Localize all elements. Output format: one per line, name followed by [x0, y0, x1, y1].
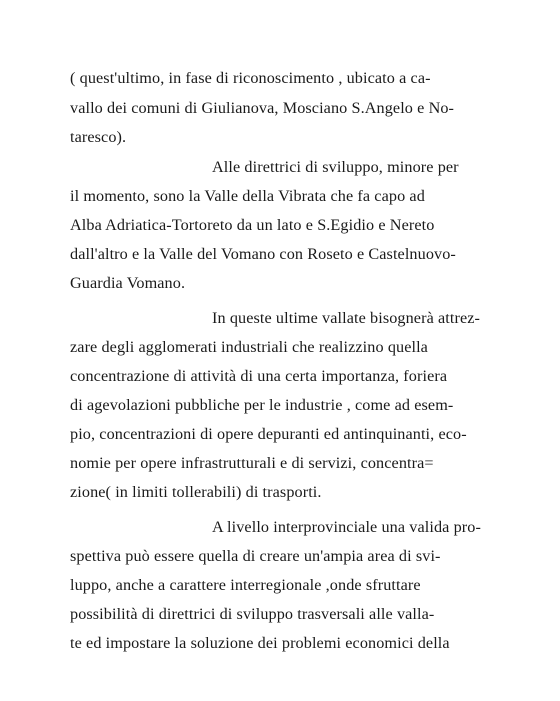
text-line: zare degli agglomerati industriali che realizzino quella: [70, 338, 428, 356]
text-line: spettiva può essere quella di creare un'ampia area di svi-: [70, 547, 441, 565]
text-line: zione( in limiti tollerabili) di trasporti.: [70, 483, 322, 501]
text-line: di agevolazioni pubbliche per le industrie , come ad esem-: [70, 396, 454, 414]
text-line: pio, concentrazioni di opere depuranti ed antinquinanti, eco-: [70, 425, 467, 443]
text-line: dall'altro e la Valle del Vomano con Roseto e Castelnuovo-: [70, 245, 456, 263]
text-line: il momento, sono la Valle della Vibrata che fa capo ad: [70, 187, 425, 205]
text-line: Guardia Vomano.: [70, 274, 186, 292]
text-line: nomie per opere infrastrutturali e di servizi, concentra=: [70, 454, 434, 472]
text-line: taresco).: [70, 128, 127, 146]
text-line: luppo, anche a carattere interregionale ,onde sfruttare: [70, 576, 421, 594]
text-line: ( quest'ultimo, in fase di riconoscimento , ubicato a ca-: [70, 69, 431, 87]
text-line: concentrazione di attività di una certa importanza, foriera: [70, 367, 448, 385]
text-line: Alba Adriatica-Tortoreto da un lato e S.Egidio e Nereto: [70, 216, 435, 234]
text-line: te ed impostare la soluzione dei problemi economici della: [70, 634, 450, 652]
text-line: In queste ultime vallate bisognerà attrez-: [212, 309, 481, 327]
text-line: vallo dei comuni di Giulianova, Mosciano S.Angelo e No-: [70, 99, 455, 117]
text-line: A livello interprovinciale una valida pro-: [212, 518, 481, 536]
text-line: possibilità di direttrici di sviluppo trasversali alle valla-: [70, 605, 435, 623]
text-line: Alle direttrici di sviluppo, minore per: [212, 158, 459, 176]
